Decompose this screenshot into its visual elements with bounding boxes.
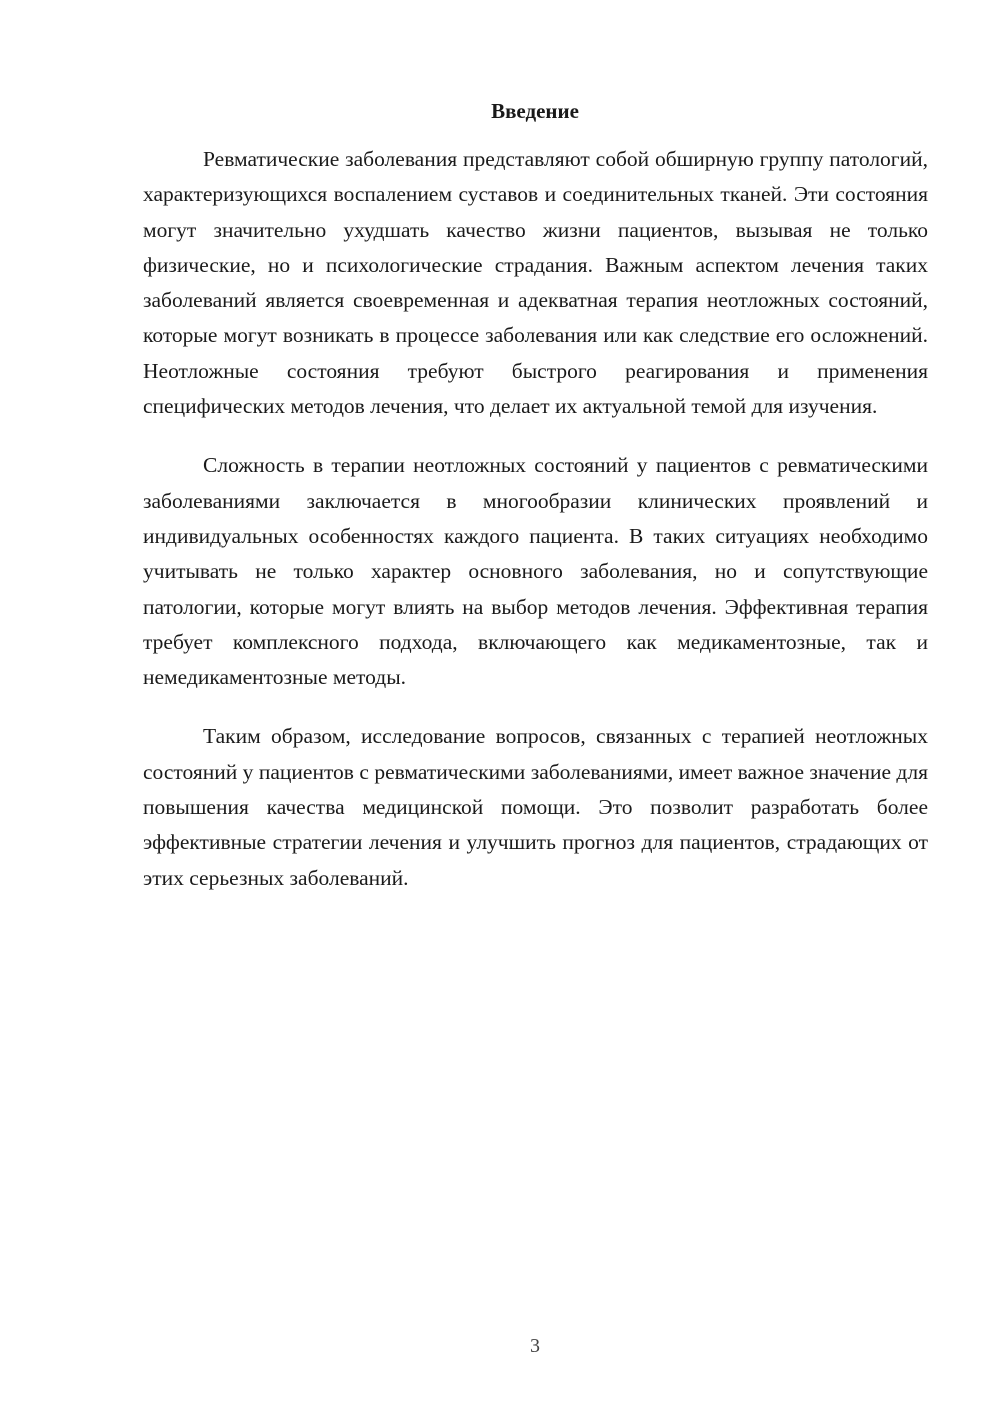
paragraph-2: Сложность в терапии неотложных состояний у пациентов с ревматическими заболеваниями заключается в многообразии клинических проявлений и индивидуальных особенностях каждого пациента. В таких ситуациях необходимо учитывать не только характер основного заболевания, но и сопутствующие патологии, которые могут влиять на выбор методов лечения. Эффективная терапия требует комплексного подхода, включающего как медикаментозные, так и немедикаментозные методы. <box>143 453 928 690</box>
section-title: Введение <box>491 99 579 123</box>
paragraph-1: Ревматические заболевания представляют собой обширную группу патологий, характеризующихся воспалением суставов и соединительных тканей. Эти состояния могут значительно ухудшать качество жизни пациентов, вызывая не только физические, но и психологические страдания. Важным аспектом лечения таких заболеваний является своевременная и адекватная терапия неотложных состояний, которые могут возникать в процессе заболевания или как следствие его осложнений. Неотложные состояния требуют быстрого реагирования и применения специфических методов лечения, что делает их актуальной темой для изучения. <box>143 147 928 419</box>
paragraph-3: Таким образом, исследование вопросов, связанных с терапией неотложных состояний у пациентов с ревматическими заболеваниями, имеет важное значение для повышения качества медицинской помощи. Это позволит разработать более эффективные стратегии лечения и улучшить прогноз для пациентов, страдающих от этих серьезных заболеваний. <box>143 724 928 890</box>
page-number: 3 <box>530 1335 540 1357</box>
document-body <box>143 142 928 920</box>
